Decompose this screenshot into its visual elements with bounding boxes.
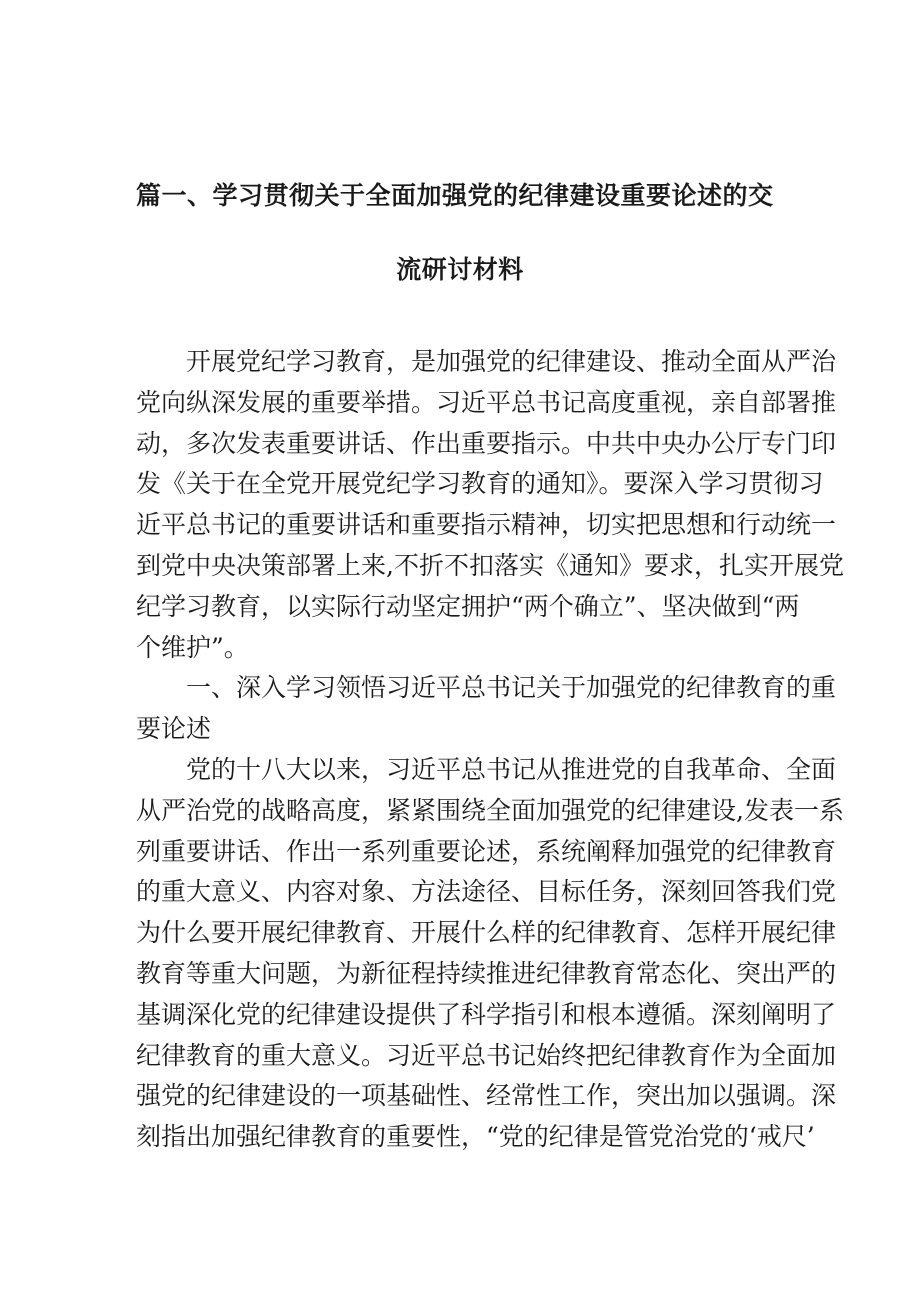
paragraph-2-line: 基调深化党的纪律建设提供了科学指引和根本遵循。深刻阐明了 (136, 999, 837, 1029)
paragraph-1-line: 党向纵深发展的重要举措。习近平总书记高度重视，亲自部署推 (136, 387, 837, 417)
paragraph-2-line: 教育等重大问题，为新征程持续推进纪律教育常态化、突出严的 (136, 958, 837, 988)
paragraph-1-line: 个维护”。 (136, 632, 249, 662)
section-heading-line: 一、深入学习领悟习近平总书记关于加强党的纪律教育的重 (186, 673, 837, 703)
paragraph-1-line: 近平总书记的重要讲话和重要指示精神，切实把思想和行动统一 (136, 510, 837, 540)
section-heading-line: 要论述 (136, 714, 212, 744)
paragraph-1-line: 到党中央决策部署上来,不折不扣落实《通知》要求，扎实开展党 (136, 550, 844, 580)
paragraph-1-line: 发《关于在全党开展党纪学习教育的通知》。要深入学习贯彻习 (136, 469, 824, 499)
document-title-line-2: 流研讨材料 (396, 255, 524, 284)
paragraph-1-line: 动，多次发表重要讲话、作出重要指示。中共中央办公厅专门印 (136, 428, 837, 458)
paragraph-2-line: 的重大意义、内容对象、方法途径、目标任务，深刻回答我们党 (136, 877, 837, 907)
paragraph-1-line: 纪学习教育，以实际行动坚定拥护“两个确立”、坚决做到“两 (136, 591, 800, 621)
document-body (136, 342, 844, 1158)
paragraph-2-line: 从严治党的战略高度，紧紧围绕全面加强党的纪律建设,发表一系 (136, 795, 844, 825)
paragraph-2-line: 党的十八大以来，习近平总书记从推进党的自我革命、全面 (186, 754, 837, 784)
paragraph-2-line: 列重要讲话、作出一系列重要论述，系统阐释加强党的纪律教育 (136, 836, 837, 866)
paragraph-2-line: 为什么要开展纪律教育、开展什么样的纪律教育、怎样开展纪律 (136, 918, 837, 948)
paragraph-2-line: 纪律教育的重大意义。习近平总书记始终把纪律教育作为全面加 (136, 1040, 837, 1070)
paragraph-2-line: 刻指出加强纪律教育的重要性，“党的纪律是管党治党的‘戒尺’ (136, 1122, 815, 1152)
paragraph-1-line: 开展党纪学习教育，是加强党的纪律建设、推动全面从严治 (186, 347, 837, 376)
document-title-line-1: 篇一、学习贯彻关于全面加强党的纪律建设重要论述的交 (136, 181, 774, 210)
paragraph-2-line: 强党的纪律建设的一项基础性、经常性工作，突出加以强调。深 (136, 1081, 837, 1111)
